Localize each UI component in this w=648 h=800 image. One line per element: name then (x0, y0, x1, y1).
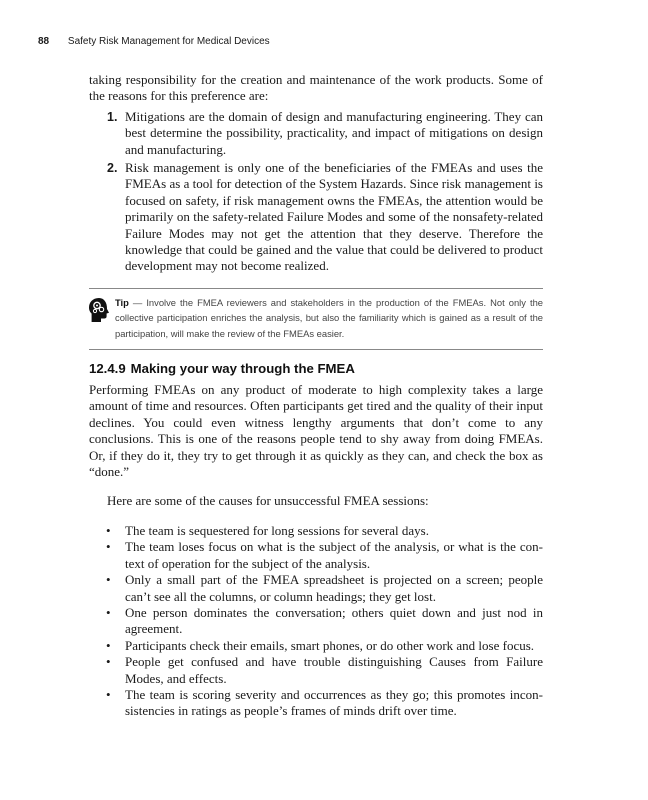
bullet-icon: • (106, 604, 111, 620)
page-number: 88 (38, 36, 50, 47)
tip-text: — Involve the FMEA reviewers and stakeholders in the production of the FMEAs. Not only the collective participation enriches the analysis, but also the familiarity which is gained as a result of the participation, will make the review of the FMEAs easier. (115, 296, 543, 340)
page-body (89, 72, 543, 720)
list-item (89, 638, 543, 654)
list-item-text: Only a small part of the FMEA spreadsheet is projected on a screen; people can’t see all the columns, or column headings; they get lost. (125, 572, 543, 604)
list-item (89, 523, 543, 539)
bullet-icon: • (106, 686, 111, 702)
bullet-icon: • (106, 522, 111, 538)
list-item-text: One person dominates the conversation; others quiet down and just nod in agreement. (125, 604, 543, 637)
section-paragraph: Performing FMEAs on any product of moderate to high complexity takes a large amount of time and resources. Often participants get tired and the quality of their input declines. You could even witness lengthy arguments that don’t come to any conclusions. This is one of the reasons people tend to shy away from doing FMEAs. Or, if they do it, they try to get through it as quickly as they can, and check the box as “done.” (89, 382, 543, 480)
list-item-text: Mitigations are the domain of design and manufacturing engineering. They can best determine the possibility, practicality, and impact of mitigations on design and manufacturing. (125, 108, 543, 157)
tip-label: Tip (115, 296, 129, 308)
list-item (89, 605, 543, 638)
list-item (89, 109, 543, 158)
running-title: Safety Risk Management for Medical Devices (67, 36, 270, 47)
causes-intro: Here are some of the causes for unsuccessful FMEA sessions: (107, 492, 429, 508)
list-item (89, 654, 543, 687)
bullet-icon: • (106, 572, 111, 588)
list-item (89, 539, 543, 572)
bullet-icon: • (106, 654, 111, 670)
list-item-text: The team is sequestered for long sessions for several days. (125, 522, 429, 538)
causes-list (89, 523, 543, 720)
section-heading (89, 361, 543, 377)
head-with-gears-icon (87, 297, 111, 323)
section-title: Making your way through the FMEA (130, 360, 355, 376)
section-number: 12.4.9 (89, 360, 126, 376)
list-number: 1. (107, 109, 118, 124)
list-item-text: People get confused and have trouble distinguishing Causes from Failure Modes, and effects. (125, 654, 543, 686)
list-item-text: The team is scoring severity and occurrences as they go; this promotes incon-sistencies in ratings as people’s frames of minds drift over time. (125, 686, 543, 719)
list-item (89, 160, 543, 275)
list-item (89, 572, 543, 605)
bullet-icon: • (106, 539, 111, 555)
list-number: 2. (107, 161, 118, 176)
tip-box (89, 288, 543, 350)
list-item-text: Participants check their emails, smart phones, or do other work and lose focus. (125, 637, 535, 653)
intro-paragraph: taking responsibility for the creation and maintenance of the work products. Some of the reasons for this preference are: (89, 72, 543, 104)
list-item-text: The team loses focus on what is the subject of the analysis, or what is the con-text of operation for the subject of the analysis. (125, 539, 543, 571)
bullet-icon: • (106, 637, 111, 653)
running-header (38, 36, 608, 54)
reasons-list (89, 109, 543, 275)
list-item-text: Risk management is only one of the beneficiaries of the FMEAs and uses the FMEAs as a tool for detection of the System Hazards. Since risk management is focused on safety, if risk management owns the FMEAs, the attention would be primarily on the safety-related Failure Modes and some of the nonsafety-related Failure Modes may not get the attention that they deserve. Therefore the knowledge that could be gained and the value that could be delivered to product development may not become realized. (125, 160, 543, 274)
list-item (89, 687, 543, 720)
